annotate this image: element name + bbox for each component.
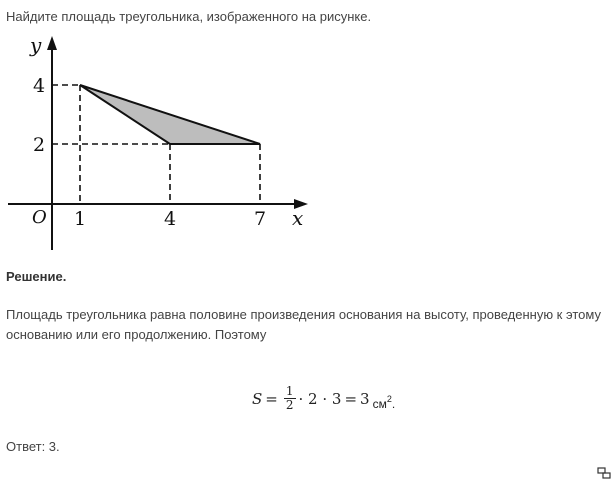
y-tick-2: 2: [33, 134, 46, 156]
problem-text: Найдите площадь треугольника, изображенного на рисунке.: [6, 9, 372, 24]
answer-text: Ответ: 3.: [6, 439, 60, 454]
shaded-triangle: [80, 85, 260, 144]
x-tick-4: 4: [164, 208, 177, 230]
formula-result: 3: [360, 389, 370, 408]
coordinate-figure: [0, 28, 320, 253]
unit-power: 2: [386, 393, 392, 404]
area-formula: [252, 385, 395, 412]
x-tick-1: 1: [74, 208, 87, 230]
origin-label: O: [32, 207, 47, 228]
y-tick-4: 4: [33, 75, 46, 97]
y-axis-arrow: [47, 36, 57, 50]
solution-text: Площадь треугольника равна половине произведения основания на высоту, проведенную к этому основанию или его продолжению. Поэтому: [6, 307, 601, 342]
y-axis-label: y: [30, 33, 42, 57]
solution-heading: Решение.: [6, 269, 67, 284]
formula-equals-1: =: [265, 389, 278, 408]
x-axis-label: x: [292, 206, 304, 230]
formula-equals-2: =: [344, 389, 358, 408]
fraction-numerator: 1: [285, 384, 294, 398]
unit-text: см: [372, 396, 387, 411]
formula-product: · 2 · 3: [298, 389, 342, 408]
formula-lhs: S: [252, 389, 263, 408]
x-tick-7: 7: [254, 208, 267, 230]
formula-unit: [373, 395, 396, 411]
expand-icon[interactable]: [597, 467, 611, 479]
formula-end: .: [391, 396, 396, 411]
formula-fraction: [284, 385, 296, 412]
fraction-denominator: 2: [285, 398, 294, 412]
